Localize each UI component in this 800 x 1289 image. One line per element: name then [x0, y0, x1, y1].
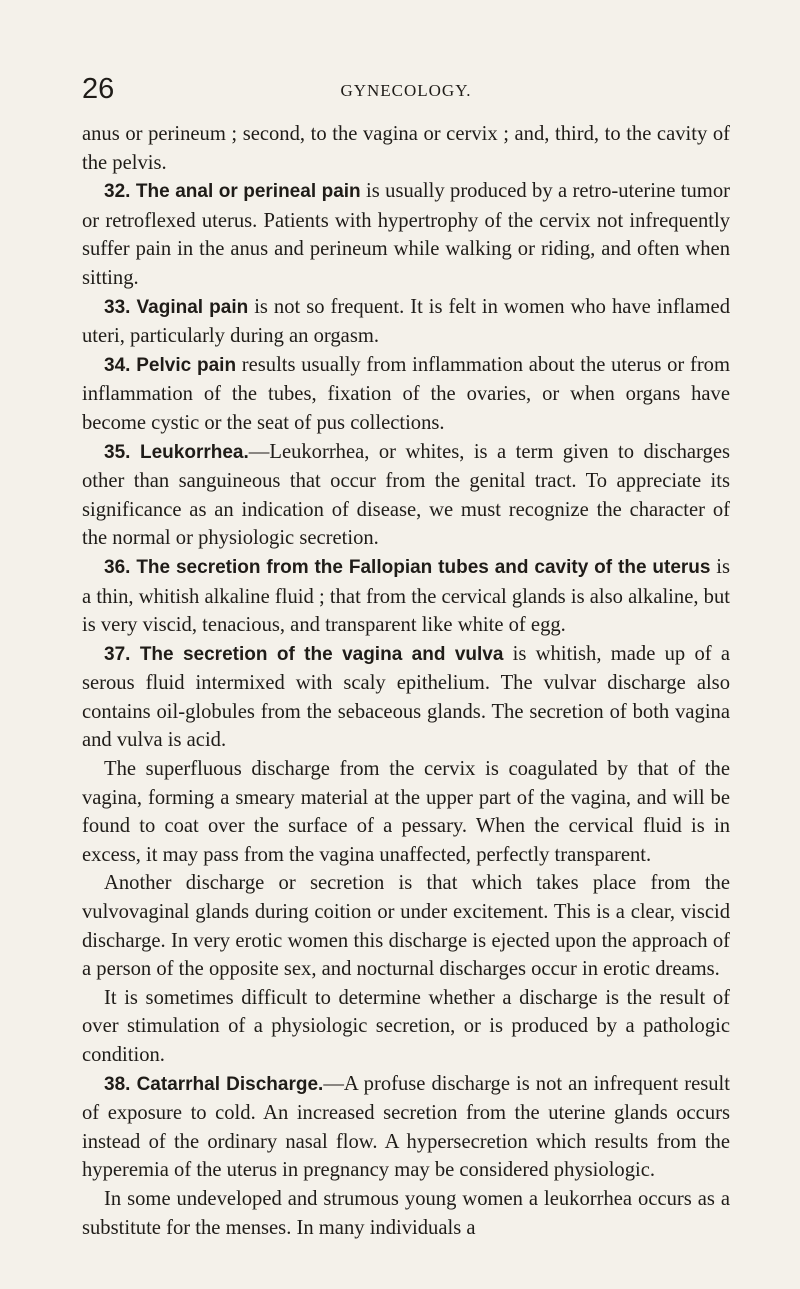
- paragraph-heading: The secretion of the vagina and vulva: [139, 643, 504, 665]
- paragraph-number: 35.: [104, 441, 140, 463]
- paragraph: [82, 1070, 730, 1185]
- paragraph: [82, 177, 730, 292]
- paragraph-text: —Leukorrhea, or whites, is a term given to discharges other than sanguineous that occur from the genital tract. To appreciate its significance as an indication of disease, we must recognize the character of the normal or physiologic secretion.: [82, 440, 730, 550]
- paragraph: [82, 120, 730, 177]
- body-text: [82, 120, 730, 1242]
- paragraph-number: 32.: [104, 181, 136, 203]
- paragraph-heading: Vaginal pain: [136, 296, 249, 318]
- paragraph-number: 38.: [104, 1073, 137, 1095]
- paragraph: [82, 351, 730, 438]
- paragraph-text: is usually produced by a retro-uterine tumor or retroflexed uterus. Patients with hypertrophy of the cervix not infrequently suffer pain in the anus and perineum while walking or riding, and often when sitting.: [82, 180, 730, 289]
- paragraph-text: It is sometimes difficult to determine whether a discharge is the result of over stimulation of a physiologic secretion, or is produced by a pathologic condition.: [82, 986, 730, 1066]
- paragraph-text: The superfluous discharge from the cervix is coagulated by that of the vagina, forming a smeary material at the upper part of the vagina, and will be found to coat over the surface of a pessary. When the cervical fluid is in excess, it may pass from the vagina unaffected, perfectly transparent.: [82, 758, 730, 866]
- paragraph: [82, 1185, 730, 1242]
- running-head: [82, 72, 730, 106]
- paragraph-text: anus or perineum ; second, to the vagina or cervix ; and, third, to the cavity of the pelvis.: [82, 123, 730, 174]
- paragraph: [82, 438, 730, 553]
- paragraph: [82, 984, 730, 1070]
- paragraph: [82, 293, 730, 351]
- paragraph-heading: Catarrhal Discharge.: [136, 1073, 324, 1095]
- paragraph-heading: Leukorrhea.: [140, 441, 249, 463]
- paragraph: [82, 869, 730, 983]
- paragraph-number: 37.: [104, 643, 140, 665]
- paragraph-text: is not so frequent. It is felt in women who have inflamed uteri, particularly during an orgasm.: [82, 295, 730, 348]
- paragraph-number: 34.: [104, 354, 137, 376]
- paragraph-heading: The anal or perineal pain: [135, 181, 361, 203]
- paragraph-number: 33.: [104, 296, 137, 318]
- paragraph-text: Another discharge or secretion is that which takes place from the vulvovaginal glands during coition or under excitement. This is a clear, viscid discharge. In very erotic women this discharge is ejected upon the approach of a person of the opposite sex, and nocturnal discharges occur in erotic dreams.: [82, 872, 730, 981]
- paragraph-text: results usually from inflammation about the uterus or from inflammation of the tubes, fixation of the ovaries, or when organs have become cystic or the seat of pus collections.: [82, 353, 730, 434]
- running-title: GYNECOLOGY.: [340, 81, 472, 100]
- paragraph: [82, 553, 730, 640]
- paragraph-heading: Pelvic pain: [136, 354, 237, 376]
- paragraph-text: —A profuse discharge is not an infrequent result of exposure to cold. An increased secretion from the uterine glands occurs instead of the ordinary nasal flow. A hypersecretion which results from the hyperemia of the uterus in pregnancy may be considered physiologic.: [82, 1072, 730, 1182]
- paragraph-text: is a thin, whitish alkaline fluid ; that from the cervical glands is also alkaline, but is very viscid, tenacious, and transparent like white of egg.: [82, 555, 730, 637]
- page-number: 26: [82, 73, 115, 105]
- paragraph-text: In some undeveloped and strumous young women a leukorrhea occurs as a substitute for the menses. In many individuals a: [82, 1187, 730, 1239]
- book-page: [82, 72, 730, 1242]
- paragraph-text: is whitish, made up of a serous fluid intermixed with scaly epithelium. The vulvar discharge also contains oil-globules from the sebaceous glands. The secretion of both vagina and vulva is acid.: [82, 642, 731, 752]
- paragraph-heading: The secretion from the Fallopian tubes and cavity of the uterus: [136, 556, 711, 578]
- paragraph: [82, 755, 730, 869]
- paragraph: [82, 640, 730, 755]
- paragraph-number: 36.: [104, 556, 137, 578]
